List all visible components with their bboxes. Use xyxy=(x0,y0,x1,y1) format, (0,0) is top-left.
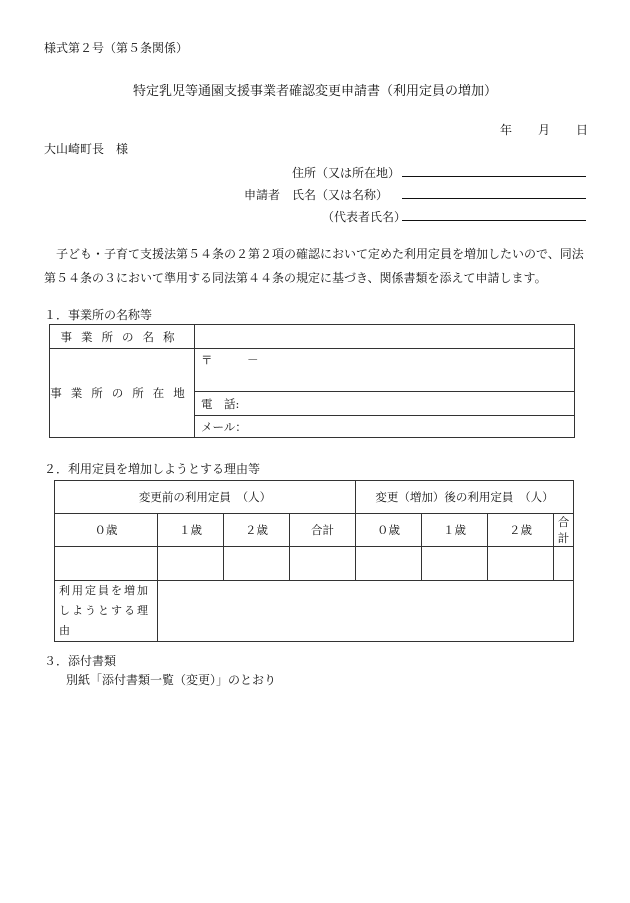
before-age2-cell[interactable] xyxy=(224,547,290,581)
applicant-label: 申請者 xyxy=(244,188,281,202)
reason-field[interactable] xyxy=(158,581,574,642)
addressee: 大山崎町長 様 xyxy=(44,142,129,156)
before-age0-cell[interactable] xyxy=(55,547,158,581)
column-header: ２歳 xyxy=(488,514,554,547)
date-year-label: 年 xyxy=(500,123,513,137)
document-title: 特定乳児等通園支援事業者確認変更申請書（利用定員の増加） xyxy=(132,84,497,99)
phone-field[interactable] xyxy=(195,392,575,416)
after-age1-cell[interactable] xyxy=(422,547,488,581)
mail-field[interactable] xyxy=(195,416,575,438)
capacity-table xyxy=(54,480,574,642)
mail-label: メール： xyxy=(201,419,247,434)
after-capacity-header: 変更（増加）後の利用定員 （人） xyxy=(356,481,574,514)
name-field[interactable] xyxy=(402,198,586,199)
form-number: 様式第２号（第５条関係） xyxy=(44,41,189,55)
address-field[interactable] xyxy=(402,176,586,177)
date-month-label: 月 xyxy=(538,123,551,137)
address-label: 住所（又は所在地） xyxy=(292,166,401,180)
attachments-text: 別紙「添付書類一覧（変更）」のとおり xyxy=(66,673,277,687)
date-day-label: 日 xyxy=(576,123,589,137)
column-header: １歳 xyxy=(422,514,488,547)
column-header: ０歳 xyxy=(55,514,158,547)
reason-label: 利用定員を増加 しようとする理由 xyxy=(55,581,158,642)
facility-location-label: 事業所の所在地 xyxy=(50,349,195,438)
section1-heading: １．事業所の名称等 xyxy=(44,308,153,322)
column-header: 合計 xyxy=(290,514,356,547)
column-header: １歳 xyxy=(158,514,224,547)
postal-mark: 〒 － xyxy=(201,353,259,367)
column-header: ０歳 xyxy=(356,514,422,547)
before-total-cell[interactable] xyxy=(290,547,356,581)
after-age2-cell[interactable] xyxy=(488,547,554,581)
postal-code-field[interactable] xyxy=(195,349,575,392)
section3-heading: ３．添付書類 xyxy=(44,654,117,668)
after-age0-cell[interactable] xyxy=(356,547,422,581)
phone-label: 電 話: xyxy=(201,396,240,411)
after-total-cell[interactable] xyxy=(554,547,574,581)
column-header: ２歳 xyxy=(224,514,290,547)
before-age1-cell[interactable] xyxy=(158,547,224,581)
name-label: 氏名（又は名称） xyxy=(292,188,389,202)
section2-heading: ２．利用定員を増加しようとする理由等 xyxy=(44,462,261,476)
facility-name-label: 事業所の名称 xyxy=(50,325,195,349)
column-header: 合計 xyxy=(554,514,574,547)
before-capacity-header: 変更前の利用定員 （人） xyxy=(55,481,356,514)
facility-name-field[interactable] xyxy=(195,325,575,349)
representative-label: （代表者氏名） xyxy=(322,210,407,224)
application-statement: 子ども・子育て支援法第５４条の２第２項の確認において定めた利用定員を増加したいので、同法第５４条の３において準用する同法第４４条の規定に基づき、関係書類を添えて申請します。 xyxy=(44,247,584,285)
representative-field[interactable] xyxy=(402,220,586,221)
facility-info-table xyxy=(49,324,575,438)
